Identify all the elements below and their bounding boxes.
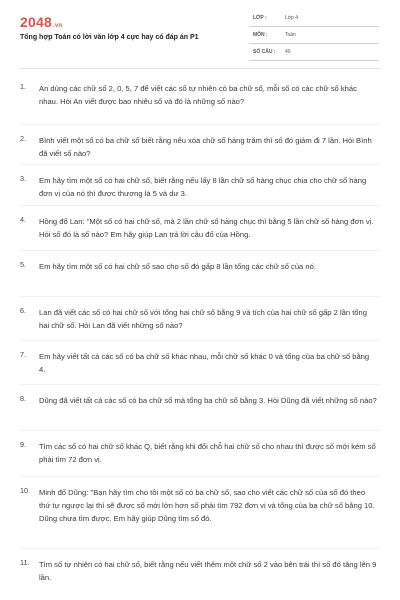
question-text: Tìm số tự nhiên có hai chữ số, biết rằng nếu viết thêm một chữ số 2 vào bên trái thì số đó tăng lên 9 lần. <box>39 560 377 582</box>
question-number: 9. <box>20 440 26 449</box>
question-text: Em hãy tìm một số có hai chữ số, biết rằng nếu lấy 8 lần chữ số hàng chục chia cho chữ số hàng đơn vị của nó thì được thương là 5 và dư 3. <box>39 176 367 198</box>
question-number: 3. <box>20 174 26 183</box>
question-divider <box>20 548 380 549</box>
question-number: 1. <box>20 82 26 91</box>
site-logo[interactable] <box>20 14 62 30</box>
question-number: 5. <box>20 260 26 269</box>
meta-value-class: Lớp 4 <box>285 15 299 21</box>
question-text: Minh đố Dũng: "Bạn hãy tìm cho tôi một số có ba chữ số, sao cho viết các chữ số của số đó theo thứ tự ngược lại thì sẽ được số mới lớn hơn số phải tìm 792 đơn vị và tổng của ba chữ số bằng 10. Dũng chưa tìm được. Em hãy giúp Dũng tìm số đó. <box>39 488 375 523</box>
question-number: 4. <box>20 215 26 224</box>
question-text: An dùng các chữ số 2, 0, 5, 7 để viết các số tự nhiên có ba chữ số, mỗi số có các chữ số khác nhau. Hỏi An viết được bao nhiêu số và đó là những số nào? <box>39 84 357 106</box>
question-divider <box>20 124 380 125</box>
meta-value-count: 40 <box>285 49 291 55</box>
document-title: Tổng hợp Toán có lời văn lớp 4 cực hay có đáp án P1 <box>20 34 199 41</box>
question-text: Dũng đã viết tất cả các số có ba chữ số mà tổng ba chữ số bằng 3. Hỏi Dũng đã viết những số nào? <box>39 396 377 405</box>
meta-row-subject <box>249 29 379 44</box>
question-text: Hồng đố Lan: "Một số có hai chữ số, mà 2 lần chữ số hàng chục thì bằng 5 lần chữ số hàng đơn vị. Hỏi số đó là số nào? Em hãy giúp Lan trả lời câu đố của Hồng. <box>39 217 374 239</box>
meta-label-count: SỐ CÂU : <box>253 49 276 55</box>
question-text: Tìm các số có hai chữ số khác Q, biết rằng khi đổi chỗ hai chữ số cho nhau thì được số mới kém số phải tìm 72 đơn vị. <box>39 442 376 464</box>
logo-suffix: .vn <box>52 23 63 29</box>
question-text: Bình viết một số có ba chữ số biết rằng nếu xóa chữ số hàng trăm thì số đó giảm đi 7 lần. Hỏi Bình đã viết số nào? <box>39 136 372 158</box>
question-text: Em hãy tìm một số có hai chữ số sao cho số đó gấp 8 lần tổng các chữ số của nó. <box>39 262 316 271</box>
question-divider <box>20 205 380 206</box>
page-header <box>0 0 400 70</box>
question-number: 6. <box>20 306 26 315</box>
question-divider <box>20 340 380 341</box>
question-text: Em hãy viết tất cả các số có ba chữ số khác nhau, mỗi chữ số khác 0 và tổng của ba chữ số bằng 4. <box>39 352 370 374</box>
question-divider <box>20 384 380 385</box>
logo-text: 2048 <box>20 14 52 30</box>
question-divider <box>20 164 380 165</box>
question-number: 11. <box>20 558 30 567</box>
question-number: 8. <box>20 394 26 403</box>
meta-label-subject: MÔN : <box>253 32 268 38</box>
question-text: Lan đã viết các số có hai chữ số với tổng hai chữ số bằng 9 và tích của hai chữ số gấp 2 lần tổng hai chữ số. Hỏi Lan đã viết những số nào? <box>39 308 367 330</box>
question-number: 7. <box>20 350 26 359</box>
header-divider <box>20 68 380 69</box>
meta-value-subject: Toán <box>285 32 296 38</box>
question-divider <box>20 296 380 297</box>
document-meta-table <box>249 12 379 63</box>
question-divider <box>20 430 380 431</box>
question-divider <box>20 476 380 477</box>
meta-row-count <box>249 46 379 61</box>
meta-row-class <box>249 12 379 27</box>
question-number: 10. <box>20 486 30 495</box>
question-divider <box>20 250 380 251</box>
question-number: 2. <box>20 134 26 143</box>
meta-label-class: LỚP : <box>253 15 267 21</box>
